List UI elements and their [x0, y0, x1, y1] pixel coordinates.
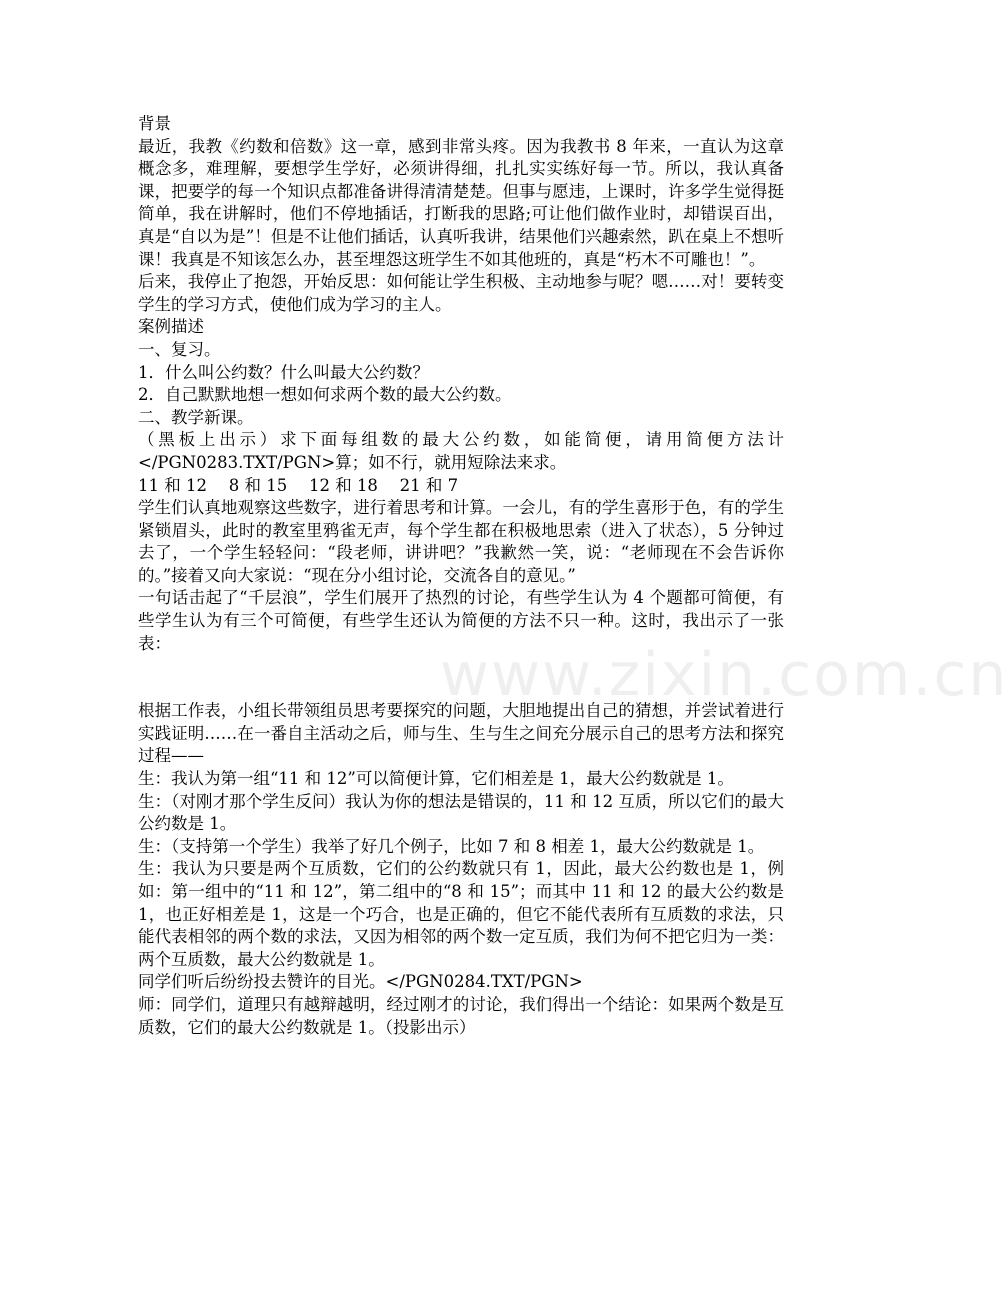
heading-background: 背景: [138, 114, 171, 133]
blank-table-space: [138, 655, 784, 700]
student-remark-2: 生：（对刚才那个学生反问）我认为你的想法是错误的，11 和 12 互质，所以它们的最大公约数是 1。: [138, 791, 784, 834]
section-review: 一、复习。: [138, 339, 221, 359]
teacher-conclusion: 师：同学们，道理只有越辩越明，经过刚才的讨论，我们得出一个结论：如果两个数是互质数，它们的最大公约数就是 1。（投影出示）: [138, 994, 784, 1037]
paragraph-background-2: 后来，我停止了抱怨，开始反思：如何能让学生积极、主动地参与呢？嗯……对！要转变学生的学习方式，使他们成为学习的主人。: [138, 272, 784, 314]
student-remark-3: 生：（支持第一个学生）我举了好几个例子，比如 7 和 8 相差 1，最大公约数就是 1。: [138, 836, 765, 856]
paragraph-approval: 同学们听后纷纷投去赞许的目光。</PGN0284.TXT/PGN>: [138, 972, 583, 992]
paragraph-background-1: 最近，我教《约数和倍数》这一章，感到非常头疼。因为我教书 8 年来，一直认为这章概念多，难理解，要想学生学好，必须讲得细，扎扎实实练好每一节。所以，我认真备课，把要学的每一个知识点都准备讲得清清楚楚。但事与愿违，上课时，许多学生觉得挺简单，我在讲解时，他们不停地插话，打断我的思路;可让他们做作业时，却错误百出，真是“自以为是”！但是不让他们插话，认真听我讲，结果他们兴趣索然，趴在桌上不想听课！我真是不知该怎么办，甚至埋怨这班学生不如其他班的，真是“朽木不可雕也！”。: [138, 136, 784, 269]
heading-case-description: 案例描述: [138, 317, 204, 337]
number-groups: 11 和 12 8 和 15 12 和 18 21 和 7: [138, 475, 459, 495]
watermark: www.zixin.com.cn: [440, 640, 1008, 710]
student-remark-1: 生：我认为第一组“11 和 12”可以简便计算，它们相差是 1，最大公约数就是 1。: [138, 769, 734, 789]
review-item-2: 2．自己默默地想一想如何求两个数的最大公约数。: [138, 385, 512, 405]
student-remark-4: 生：我认为只要是两个互质数，它们的公约数就只有 1，因此，最大公约数也是 1，例如：第一组中的“11 和 12”，第二组中的“8 和 15”；而其中 11 和 12 的最大公约数是 1，也正好相差是 1，这是一个巧合，也是正确的，但它不能代表所有互质数的求法，只能代表相邻的两个数的求法，又因为相邻的两个数一定互质，我们为何不把它归为一类：两个互质数，最大公约数就是 1。: [138, 859, 784, 969]
document-body: [138, 113, 784, 1039]
paragraph-discussion: 一句话击起了“千层浪”，学生们展开了热烈的讨论，有些学生认为 4 个题都可简便，有些学生认为有三个可简便，有些学生还认为简便的方法不只一种。这时，我出示了一张表：: [138, 588, 784, 653]
section-new-lesson: 二、教学新课。: [138, 407, 254, 427]
review-item-1: 1．什么叫公约数？什么叫最大公约数？: [138, 362, 429, 382]
paragraph-observation: 学生们认真地观察这些数字，进行着思考和计算。一会儿，有的学生喜形于色，有的学生紧锁眉头，此时的教室里鸦雀无声，每个学生都在积极地思索（进入了状态），5 分钟过去了，一个学生轻轻问：“段老师，讲讲吧？”我歉然一笑，说：“老师现在不会告诉你的。”接着又向大家说：“现在分小组讨论，交流各自的意见。”: [138, 498, 784, 585]
paragraph-blackboard: （黑板上出示）求下面每组数的最大公约数，如能简便，请用简便方法计</PGN0283.TXT/PGN>算；如不行，就用短除法来求。: [138, 430, 784, 472]
paragraph-worksheet: 根据工作表，小组长带领组员思考要探究的问题，大胆地提出自己的猜想，并尝试着进行实践证明……在一番自主活动之后，师与生、生与生之间充分展示自己的思考方法和探究过程——: [138, 701, 784, 766]
